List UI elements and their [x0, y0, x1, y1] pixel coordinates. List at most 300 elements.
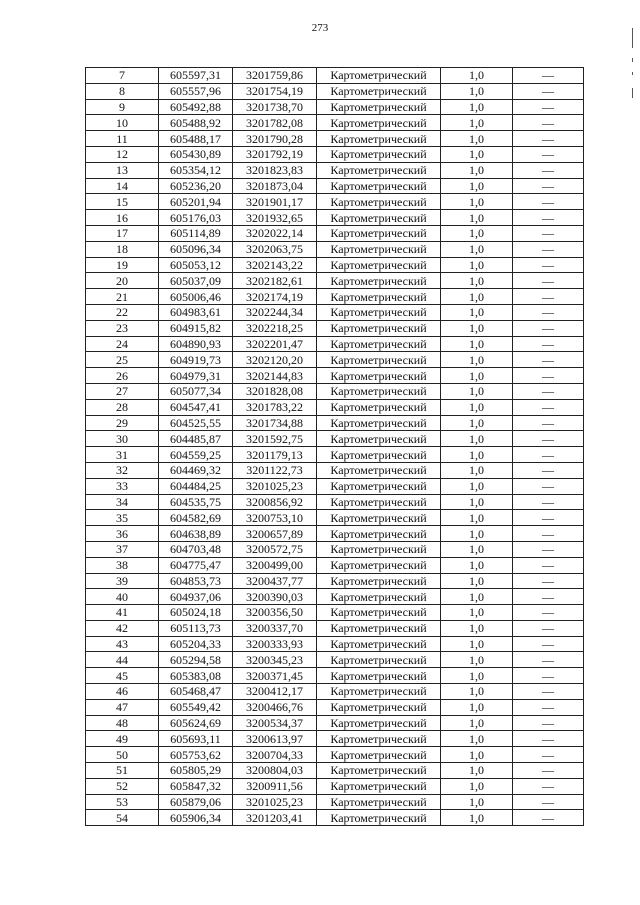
x-coordinate-cell: 605468,47 [159, 684, 233, 700]
accuracy-cell: 1,0 [441, 605, 513, 621]
note-cell: — [513, 210, 584, 226]
x-coordinate-cell: 605053,12 [159, 257, 233, 273]
table-row [86, 747, 584, 763]
method-cell: Картометрический [317, 494, 441, 510]
method-cell: Картометрический [317, 383, 441, 399]
table-row [86, 320, 584, 336]
y-coordinate-cell: 3202144,83 [233, 368, 317, 384]
method-cell: Картометрический [317, 605, 441, 621]
x-coordinate-cell: 605805,29 [159, 763, 233, 779]
point-number-cell: 13 [86, 162, 159, 178]
method-cell: Картометрический [317, 478, 441, 494]
y-coordinate-cell: 3200356,50 [233, 605, 317, 621]
table-row [86, 557, 584, 573]
point-number-cell: 35 [86, 510, 159, 526]
accuracy-cell: 1,0 [441, 304, 513, 320]
x-coordinate-cell: 604469,32 [159, 462, 233, 478]
accuracy-cell: 1,0 [441, 399, 513, 415]
y-coordinate-cell: 3202120,20 [233, 352, 317, 368]
x-coordinate-cell: 605753,62 [159, 747, 233, 763]
table-row [86, 605, 584, 621]
y-coordinate-cell: 3202143,22 [233, 257, 317, 273]
point-number-cell: 37 [86, 541, 159, 557]
y-coordinate-cell: 3200437,77 [233, 573, 317, 589]
table-row [86, 352, 584, 368]
table-row [86, 431, 584, 447]
table-row [86, 778, 584, 794]
note-cell: — [513, 731, 584, 747]
method-cell: Картометрический [317, 715, 441, 731]
accuracy-cell: 1,0 [441, 210, 513, 226]
table-row [86, 589, 584, 605]
accuracy-cell: 1,0 [441, 794, 513, 810]
method-cell: Картометрический [317, 668, 441, 684]
accuracy-cell: 1,0 [441, 99, 513, 115]
y-coordinate-cell: 3201828,08 [233, 383, 317, 399]
table-row [86, 573, 584, 589]
method-cell: Картометрический [317, 178, 441, 194]
method-cell: Картометрический [317, 684, 441, 700]
y-coordinate-cell: 3200534,37 [233, 715, 317, 731]
method-cell: Картометрический [317, 699, 441, 715]
accuracy-cell: 1,0 [441, 620, 513, 636]
point-number-cell: 18 [86, 241, 159, 257]
note-cell: — [513, 447, 584, 463]
x-coordinate-cell: 605693,11 [159, 731, 233, 747]
y-coordinate-cell: 3202218,25 [233, 320, 317, 336]
table-row [86, 178, 584, 194]
method-cell: Картометрический [317, 146, 441, 162]
method-cell: Картометрический [317, 368, 441, 384]
method-cell: Картометрический [317, 462, 441, 478]
table-row [86, 273, 584, 289]
page-number: 273 [311, 22, 329, 34]
x-coordinate-cell: 605557,96 [159, 83, 233, 99]
x-coordinate-cell: 604890,93 [159, 336, 233, 352]
x-coordinate-cell: 605383,08 [159, 668, 233, 684]
y-coordinate-cell: 3201122,73 [233, 462, 317, 478]
point-number-cell: 53 [86, 794, 159, 810]
y-coordinate-cell: 3201179,13 [233, 447, 317, 463]
point-number-cell: 19 [86, 257, 159, 273]
y-coordinate-cell: 3201203,41 [233, 810, 317, 826]
method-cell: Картометрический [317, 510, 441, 526]
y-coordinate-cell: 3201873,04 [233, 178, 317, 194]
y-coordinate-cell: 3202182,61 [233, 273, 317, 289]
y-coordinate-cell: 3200613,97 [233, 731, 317, 747]
x-coordinate-cell: 605549,42 [159, 699, 233, 715]
table-row [86, 83, 584, 99]
method-cell: Картометрический [317, 557, 441, 573]
x-coordinate-cell: 605488,92 [159, 115, 233, 131]
accuracy-cell: 1,0 [441, 778, 513, 794]
y-coordinate-cell: 3200572,75 [233, 541, 317, 557]
method-cell: Картометрический [317, 620, 441, 636]
accuracy-cell: 1,0 [441, 652, 513, 668]
accuracy-cell: 1,0 [441, 668, 513, 684]
y-coordinate-cell: 3200704,33 [233, 747, 317, 763]
note-cell: — [513, 526, 584, 542]
point-number-cell: 41 [86, 605, 159, 621]
x-coordinate-cell: 604485,87 [159, 431, 233, 447]
method-cell: Картометрический [317, 320, 441, 336]
table-row [86, 162, 584, 178]
y-coordinate-cell: 3200345,23 [233, 652, 317, 668]
y-coordinate-cell: 3202244,34 [233, 304, 317, 320]
table-row [86, 541, 584, 557]
point-number-cell: 29 [86, 415, 159, 431]
accuracy-cell: 1,0 [441, 557, 513, 573]
y-coordinate-cell: 3201734,88 [233, 415, 317, 431]
y-coordinate-cell: 3201792,19 [233, 146, 317, 162]
note-cell: — [513, 462, 584, 478]
accuracy-cell: 1,0 [441, 146, 513, 162]
accuracy-cell: 1,0 [441, 573, 513, 589]
method-cell: Картометрический [317, 273, 441, 289]
note-cell: — [513, 810, 584, 826]
note-cell: — [513, 146, 584, 162]
y-coordinate-cell: 3201025,23 [233, 794, 317, 810]
table-row [86, 715, 584, 731]
x-coordinate-cell: 604582,69 [159, 510, 233, 526]
point-number-cell: 20 [86, 273, 159, 289]
method-cell: Картометрический [317, 541, 441, 557]
point-number-cell: 36 [86, 526, 159, 542]
method-cell: Картометрический [317, 225, 441, 241]
accuracy-cell: 1,0 [441, 541, 513, 557]
point-number-cell: 44 [86, 652, 159, 668]
table-row [86, 115, 584, 131]
table-row [86, 194, 584, 210]
table-row [86, 620, 584, 636]
x-coordinate-cell: 605294,58 [159, 652, 233, 668]
method-cell: Картометрический [317, 399, 441, 415]
y-coordinate-cell: 3200911,56 [233, 778, 317, 794]
table-row [86, 447, 584, 463]
accuracy-cell: 1,0 [441, 68, 513, 84]
accuracy-cell: 1,0 [441, 273, 513, 289]
point-number-cell: 38 [86, 557, 159, 573]
x-coordinate-cell: 604979,31 [159, 368, 233, 384]
x-coordinate-cell: 604525,55 [159, 415, 233, 431]
point-number-cell: 31 [86, 447, 159, 463]
y-coordinate-cell: 3201025,23 [233, 478, 317, 494]
note-cell: — [513, 383, 584, 399]
point-number-cell: 24 [86, 336, 159, 352]
method-cell: Картометрический [317, 652, 441, 668]
accuracy-cell: 1,0 [441, 352, 513, 368]
point-number-cell: 28 [86, 399, 159, 415]
note-cell: — [513, 99, 584, 115]
note-cell: — [513, 320, 584, 336]
table-row [86, 99, 584, 115]
note-cell: — [513, 257, 584, 273]
x-coordinate-cell: 605037,09 [159, 273, 233, 289]
accuracy-cell: 1,0 [441, 368, 513, 384]
point-number-cell: 49 [86, 731, 159, 747]
y-coordinate-cell: 3202174,19 [233, 289, 317, 305]
y-coordinate-cell: 3201782,08 [233, 115, 317, 131]
method-cell: Картометрический [317, 794, 441, 810]
note-cell: — [513, 494, 584, 510]
x-coordinate-cell: 604535,75 [159, 494, 233, 510]
y-coordinate-cell: 3200804,03 [233, 763, 317, 779]
note-cell: — [513, 399, 584, 415]
method-cell: Картометрический [317, 352, 441, 368]
table-row [86, 399, 584, 415]
note-cell: — [513, 225, 584, 241]
accuracy-cell: 1,0 [441, 763, 513, 779]
accuracy-cell: 1,0 [441, 336, 513, 352]
point-number-cell: 22 [86, 304, 159, 320]
accuracy-cell: 1,0 [441, 383, 513, 399]
accuracy-cell: 1,0 [441, 257, 513, 273]
method-cell: Картометрический [317, 194, 441, 210]
point-number-cell: 51 [86, 763, 159, 779]
method-cell: Картометрический [317, 241, 441, 257]
method-cell: Картометрический [317, 289, 441, 305]
table-row [86, 684, 584, 700]
x-coordinate-cell: 605176,03 [159, 210, 233, 226]
note-cell: — [513, 747, 584, 763]
point-number-cell: 47 [86, 699, 159, 715]
accuracy-cell: 1,0 [441, 431, 513, 447]
x-coordinate-cell: 605204,33 [159, 636, 233, 652]
point-number-cell: 15 [86, 194, 159, 210]
note-cell: — [513, 763, 584, 779]
table-row [86, 289, 584, 305]
note-cell: — [513, 352, 584, 368]
method-cell: Картометрический [317, 589, 441, 605]
x-coordinate-cell: 605077,34 [159, 383, 233, 399]
x-coordinate-cell: 605096,34 [159, 241, 233, 257]
note-cell: — [513, 194, 584, 210]
x-coordinate-cell: 604983,61 [159, 304, 233, 320]
note-cell: — [513, 715, 584, 731]
table-row [86, 131, 584, 147]
table-row [86, 336, 584, 352]
coordinates-table-body [86, 68, 584, 826]
accuracy-cell: 1,0 [441, 731, 513, 747]
note-cell: — [513, 115, 584, 131]
y-coordinate-cell: 3200371,45 [233, 668, 317, 684]
method-cell: Картометрический [317, 526, 441, 542]
note-cell: — [513, 778, 584, 794]
x-coordinate-cell: 605597,31 [159, 68, 233, 84]
point-number-cell: 46 [86, 684, 159, 700]
y-coordinate-cell: 3202063,75 [233, 241, 317, 257]
point-number-cell: 32 [86, 462, 159, 478]
y-coordinate-cell: 3201592,75 [233, 431, 317, 447]
accuracy-cell: 1,0 [441, 589, 513, 605]
y-coordinate-cell: 3202201,47 [233, 336, 317, 352]
point-number-cell: 54 [86, 810, 159, 826]
table-row [86, 304, 584, 320]
accuracy-cell: 1,0 [441, 747, 513, 763]
y-coordinate-cell: 3200390,03 [233, 589, 317, 605]
note-cell: — [513, 289, 584, 305]
note-cell: — [513, 668, 584, 684]
table-row [86, 699, 584, 715]
x-coordinate-cell: 605488,17 [159, 131, 233, 147]
point-number-cell: 42 [86, 620, 159, 636]
x-coordinate-cell: 604775,47 [159, 557, 233, 573]
x-coordinate-cell: 605113,73 [159, 620, 233, 636]
y-coordinate-cell: 3200466,76 [233, 699, 317, 715]
note-cell: — [513, 178, 584, 194]
accuracy-cell: 1,0 [441, 241, 513, 257]
method-cell: Картометрический [317, 68, 441, 84]
accuracy-cell: 1,0 [441, 289, 513, 305]
method-cell: Картометрический [317, 257, 441, 273]
method-cell: Картометрический [317, 778, 441, 794]
x-coordinate-cell: 604638,89 [159, 526, 233, 542]
point-number-cell: 33 [86, 478, 159, 494]
x-coordinate-cell: 604703,48 [159, 541, 233, 557]
y-coordinate-cell: 3200657,89 [233, 526, 317, 542]
note-cell: — [513, 541, 584, 557]
table-row [86, 763, 584, 779]
point-number-cell: 39 [86, 573, 159, 589]
point-number-cell: 52 [86, 778, 159, 794]
point-number-cell: 25 [86, 352, 159, 368]
accuracy-cell: 1,0 [441, 83, 513, 99]
note-cell: — [513, 652, 584, 668]
coordinates-table [85, 67, 584, 826]
x-coordinate-cell: 605236,20 [159, 178, 233, 194]
scan-edge-marks [629, 28, 637, 148]
y-coordinate-cell: 3201759,86 [233, 68, 317, 84]
note-cell: — [513, 241, 584, 257]
note-cell: — [513, 162, 584, 178]
accuracy-cell: 1,0 [441, 415, 513, 431]
note-cell: — [513, 273, 584, 289]
table-row [86, 652, 584, 668]
y-coordinate-cell: 3200333,93 [233, 636, 317, 652]
method-cell: Картометрический [317, 810, 441, 826]
table-row [86, 510, 584, 526]
point-number-cell: 16 [86, 210, 159, 226]
point-number-cell: 34 [86, 494, 159, 510]
note-cell: — [513, 68, 584, 84]
table-row [86, 494, 584, 510]
x-coordinate-cell: 605024,18 [159, 605, 233, 621]
y-coordinate-cell: 3200753,10 [233, 510, 317, 526]
point-number-cell: 17 [86, 225, 159, 241]
x-coordinate-cell: 605006,46 [159, 289, 233, 305]
accuracy-cell: 1,0 [441, 478, 513, 494]
table-row [86, 210, 584, 226]
method-cell: Картометрический [317, 162, 441, 178]
table-row [86, 146, 584, 162]
x-coordinate-cell: 604547,41 [159, 399, 233, 415]
x-coordinate-cell: 605879,06 [159, 794, 233, 810]
point-number-cell: 21 [86, 289, 159, 305]
note-cell: — [513, 557, 584, 573]
accuracy-cell: 1,0 [441, 447, 513, 463]
table-row [86, 794, 584, 810]
note-cell: — [513, 684, 584, 700]
table-row [86, 241, 584, 257]
accuracy-cell: 1,0 [441, 715, 513, 731]
x-coordinate-cell: 605492,88 [159, 99, 233, 115]
y-coordinate-cell: 3201754,19 [233, 83, 317, 99]
x-coordinate-cell: 605906,34 [159, 810, 233, 826]
note-cell: — [513, 636, 584, 652]
note-cell: — [513, 620, 584, 636]
accuracy-cell: 1,0 [441, 526, 513, 542]
table-row [86, 383, 584, 399]
table-row [86, 636, 584, 652]
note-cell: — [513, 794, 584, 810]
accuracy-cell: 1,0 [441, 162, 513, 178]
note-cell: — [513, 336, 584, 352]
point-number-cell: 27 [86, 383, 159, 399]
accuracy-cell: 1,0 [441, 494, 513, 510]
accuracy-cell: 1,0 [441, 115, 513, 131]
point-number-cell: 9 [86, 99, 159, 115]
x-coordinate-cell: 605624,69 [159, 715, 233, 731]
method-cell: Картометрический [317, 210, 441, 226]
method-cell: Картометрический [317, 447, 441, 463]
note-cell: — [513, 573, 584, 589]
table-row [86, 68, 584, 84]
note-cell: — [513, 304, 584, 320]
accuracy-cell: 1,0 [441, 684, 513, 700]
point-number-cell: 7 [86, 68, 159, 84]
note-cell: — [513, 478, 584, 494]
accuracy-cell: 1,0 [441, 699, 513, 715]
method-cell: Картометрический [317, 747, 441, 763]
point-number-cell: 43 [86, 636, 159, 652]
y-coordinate-cell: 3201790,28 [233, 131, 317, 147]
table-row [86, 225, 584, 241]
accuracy-cell: 1,0 [441, 636, 513, 652]
point-number-cell: 45 [86, 668, 159, 684]
y-coordinate-cell: 3200856,92 [233, 494, 317, 510]
note-cell: — [513, 510, 584, 526]
accuracy-cell: 1,0 [441, 510, 513, 526]
table-row [86, 257, 584, 273]
note-cell: — [513, 368, 584, 384]
y-coordinate-cell: 3202022,14 [233, 225, 317, 241]
method-cell: Картометрический [317, 131, 441, 147]
method-cell: Картометрический [317, 731, 441, 747]
y-coordinate-cell: 3201932,65 [233, 210, 317, 226]
point-number-cell: 48 [86, 715, 159, 731]
accuracy-cell: 1,0 [441, 131, 513, 147]
table-row [86, 526, 584, 542]
method-cell: Картометрический [317, 336, 441, 352]
method-cell: Картометрический [317, 636, 441, 652]
table-row [86, 415, 584, 431]
method-cell: Картометрический [317, 99, 441, 115]
point-number-cell: 8 [86, 83, 159, 99]
x-coordinate-cell: 605847,32 [159, 778, 233, 794]
accuracy-cell: 1,0 [441, 810, 513, 826]
table-row [86, 668, 584, 684]
x-coordinate-cell: 604559,25 [159, 447, 233, 463]
note-cell: — [513, 605, 584, 621]
x-coordinate-cell: 605201,94 [159, 194, 233, 210]
point-number-cell: 14 [86, 178, 159, 194]
method-cell: Картометрический [317, 431, 441, 447]
point-number-cell: 23 [86, 320, 159, 336]
method-cell: Картометрический [317, 573, 441, 589]
table-row [86, 810, 584, 826]
y-coordinate-cell: 3201823,83 [233, 162, 317, 178]
point-number-cell: 40 [86, 589, 159, 605]
